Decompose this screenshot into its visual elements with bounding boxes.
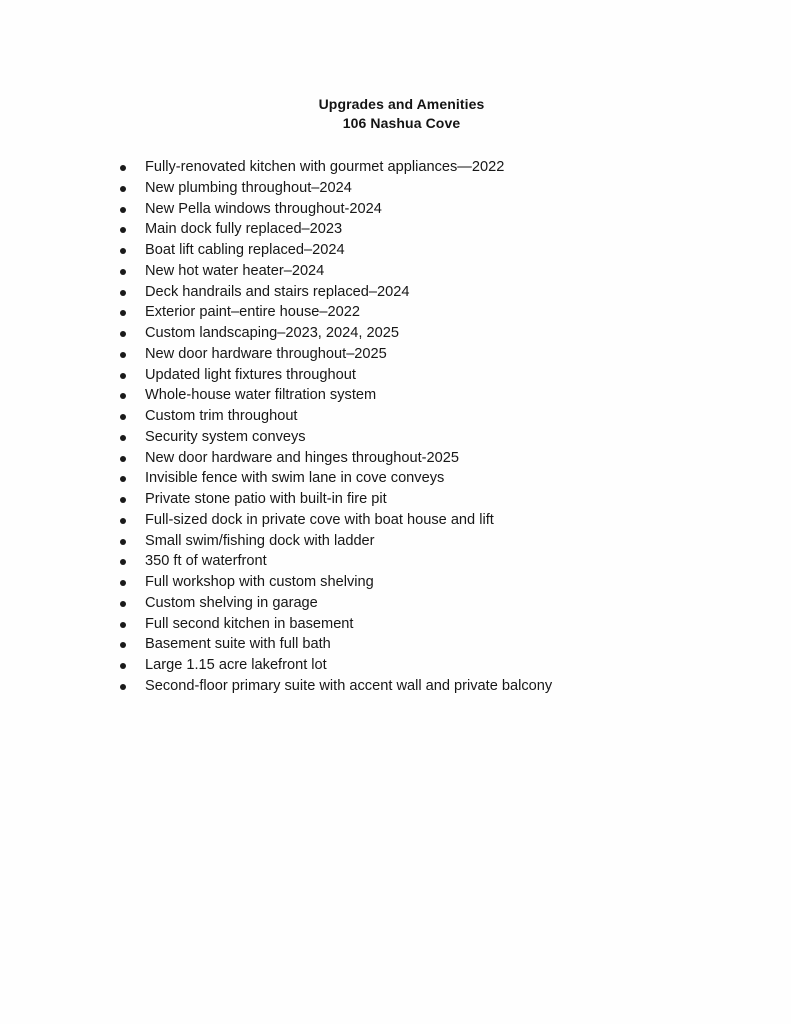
list-item-text: Large 1.15 acre lakefront lot xyxy=(145,657,327,673)
list-item-text: Deck handrails and stairs replaced–2024 xyxy=(145,283,410,300)
bullet-icon xyxy=(120,227,126,233)
document-title: Upgrades and Amenities xyxy=(318,96,485,112)
bullet-icon xyxy=(120,186,126,192)
bullet-icon xyxy=(120,642,126,648)
list-item-text: Boat lift cabling replaced–2024 xyxy=(145,242,345,258)
bullet-icon xyxy=(120,373,126,379)
property-address: 106 Nashua Cove xyxy=(342,115,461,131)
bullet-icon xyxy=(120,622,126,628)
list-item-text: Invisible fence with swim lane in cove conveys xyxy=(145,470,445,487)
bullet-icon xyxy=(120,580,126,586)
bullet-icon xyxy=(120,310,126,316)
bullet-icon xyxy=(120,290,126,296)
list-item-text: Custom landscaping–2023, 2024, 2025 xyxy=(145,325,399,341)
list-item-text: New door hardware and hinges throughout-2025 xyxy=(145,449,459,466)
title-block xyxy=(0,95,791,133)
list-item-text: Full workshop with custom shelving xyxy=(145,574,374,590)
bullet-icon xyxy=(120,165,126,171)
bullet-icon xyxy=(120,663,126,669)
list-item-text: Whole-house water filtration system xyxy=(145,387,377,404)
bullet-icon xyxy=(120,393,126,399)
bullet-icon xyxy=(120,518,126,524)
bullet-icon xyxy=(120,456,126,462)
list-item-text: Basement suite with full bath xyxy=(145,636,331,653)
bullet-icon xyxy=(120,352,126,358)
list-item-text: Second-floor primary suite with accent wall and private balcony xyxy=(145,677,553,694)
list-item-text: Custom shelving in garage xyxy=(145,594,318,611)
bullet-icon xyxy=(120,435,126,441)
list-item-text: 350 ft of waterfront xyxy=(145,553,267,570)
list-item-text: New door hardware throughout–2025 xyxy=(145,345,387,362)
bullet-icon xyxy=(120,414,126,420)
list-item-text: Updated light fixtures throughout xyxy=(145,366,356,383)
bullet-icon xyxy=(120,684,126,690)
list-item-text: New hot water heater–2024 xyxy=(145,262,325,279)
list-item-text: Full second kitchen in basement xyxy=(145,615,354,632)
list-item-text: Exterior paint–entire house–2022 xyxy=(145,304,361,321)
bullet-icon xyxy=(120,207,126,213)
list-item-text: Custom trim throughout xyxy=(145,408,298,424)
bullet-icon xyxy=(120,476,126,482)
bullet-icon xyxy=(120,559,126,565)
list-item-text: Fully-renovated kitchen with gourmet appliances—2022 xyxy=(145,159,505,175)
list-item-text: Security system conveys xyxy=(145,428,306,445)
list-item-text: Full-sized dock in private cove with boat house and lift xyxy=(145,511,494,528)
list-item-text: New Pella windows throughout-2024 xyxy=(145,200,382,217)
list-item-text: Main dock fully replaced–2023 xyxy=(145,221,343,238)
list-item-text: New plumbing throughout–2024 xyxy=(145,179,352,196)
bullet-icon xyxy=(120,269,126,275)
bullet-icon xyxy=(120,539,126,545)
list-item-text: Private stone patio with built-in fire pit xyxy=(145,491,387,507)
list-item-text: Small swim/fishing dock with ladder xyxy=(145,532,375,549)
bullet-icon xyxy=(120,248,126,254)
bullet-icon xyxy=(120,331,126,337)
bullet-icon xyxy=(120,601,126,607)
bullet-icon xyxy=(120,497,126,503)
